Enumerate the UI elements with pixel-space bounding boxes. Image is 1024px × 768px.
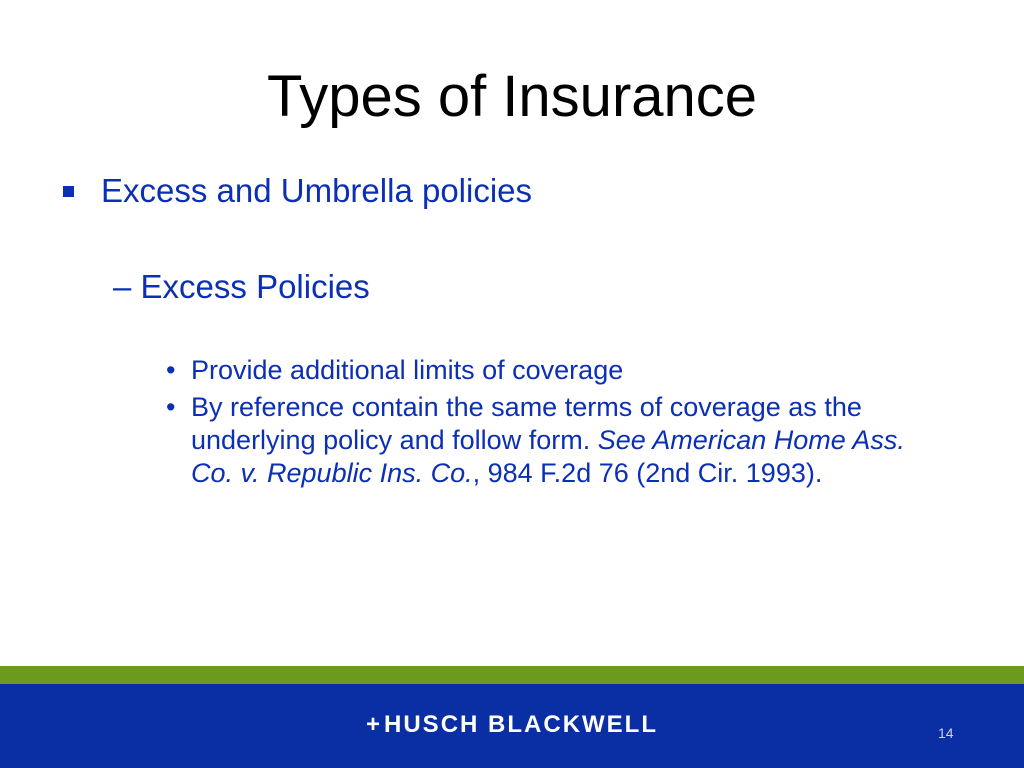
logo-mark: + bbox=[366, 711, 383, 738]
level1-text: Excess and Umbrella policies bbox=[101, 172, 533, 209]
dot-marker: • bbox=[166, 392, 176, 422]
level3-list bbox=[166, 354, 966, 494]
list-item bbox=[166, 391, 966, 490]
green-band bbox=[0, 666, 1024, 684]
slide-title: Types of Insurance bbox=[266, 64, 758, 129]
logo-text-husch: HUSCH bbox=[384, 711, 480, 738]
company-logo bbox=[0, 709, 1024, 741]
square-bullet-icon bbox=[63, 186, 74, 197]
case-citation: See American Home Ass. Co. v. Republic Ins. Co. bbox=[191, 425, 905, 488]
level3-text bbox=[191, 391, 951, 490]
page-number: 14 bbox=[938, 725, 954, 741]
dash-marker: – bbox=[113, 268, 132, 305]
dot-marker: • bbox=[166, 355, 176, 385]
citation-tail: , 984 F.2d 76 (2nd Cir. 1993). bbox=[472, 458, 823, 488]
list-item bbox=[166, 354, 966, 387]
text-plain: By reference contain the same terms of coverage as the underlying policy and follow form. bbox=[191, 392, 862, 455]
logo-text-blackwell: BLACKWELL bbox=[488, 711, 658, 738]
level2-bullet bbox=[113, 266, 370, 308]
level3-text: Provide additional limits of coverage bbox=[191, 355, 624, 385]
level2-text: Excess Policies bbox=[140, 268, 370, 305]
level1-bullet bbox=[63, 170, 983, 212]
